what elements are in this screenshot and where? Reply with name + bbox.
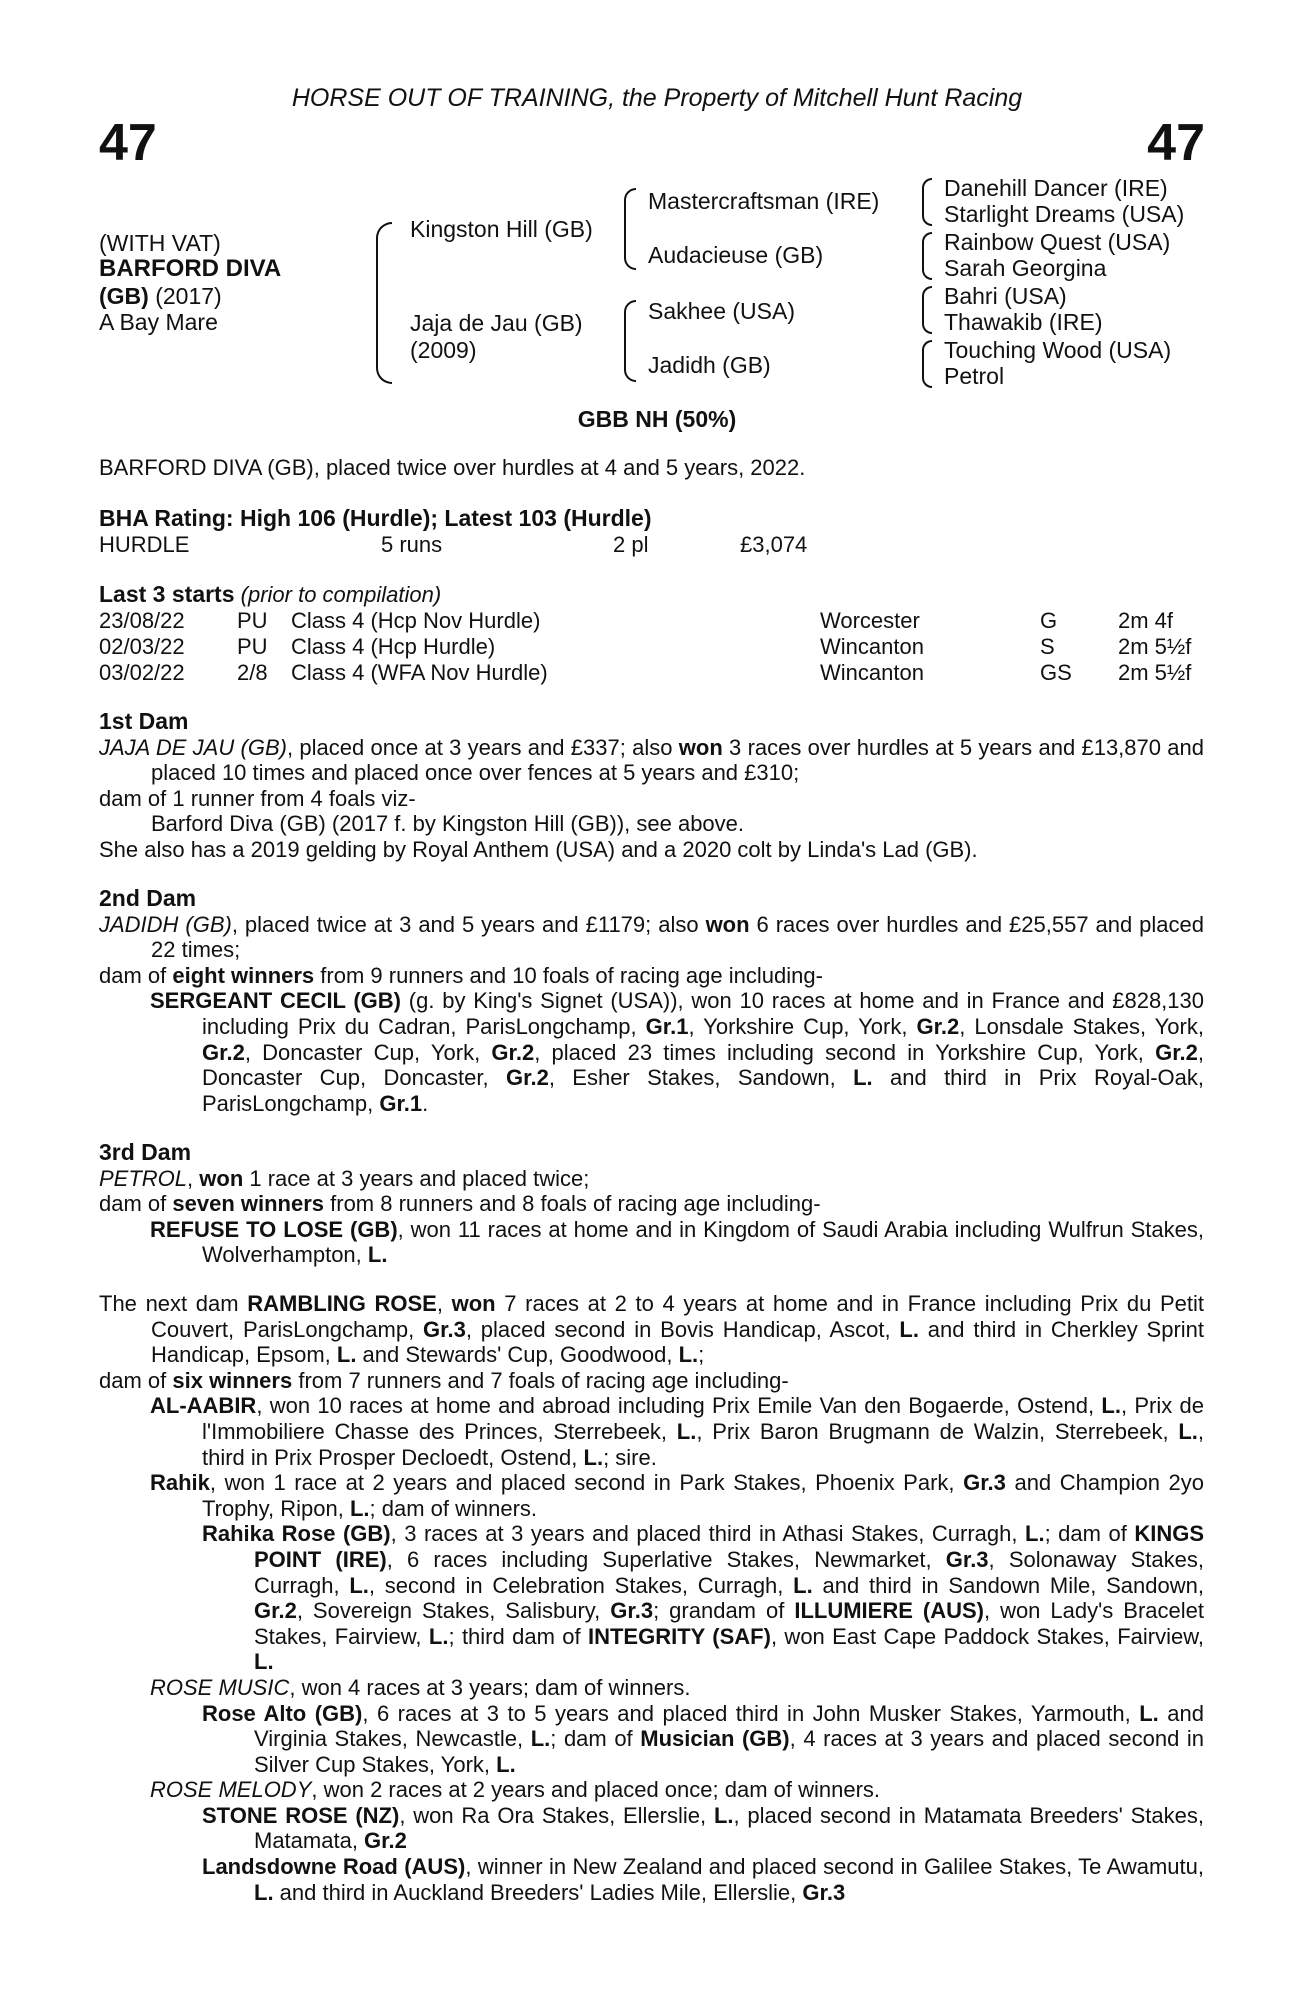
pedigree-sdd: Sarah Georgina: [944, 255, 1107, 281]
start-date: 02/03/22: [99, 634, 185, 659]
pedigree-dam: Jaja de Jau (GB): [410, 310, 583, 336]
progeny-name: AL-AABIR: [150, 1393, 257, 1419]
start-going: S: [1040, 634, 1055, 659]
start-date: 03/02/22: [99, 660, 185, 685]
start-position: PU: [237, 634, 268, 659]
second-dam-section: [99, 886, 1204, 1116]
pedigree-sire: Kingston Hill (GB): [410, 216, 593, 242]
fourth-dam-produce: dam of six winners from 7 runners and 7 foals of racing age including-: [99, 1367, 789, 1393]
vat-note: (WITH VAT): [99, 230, 221, 256]
pedigree-brace-sd: [922, 232, 932, 280]
progeny-entry: Rose Alto (GB), 6 races at 3 to 5 years and placed third in John Musker Stakes, Yarmouth, L. and Virginia Stakes, Newcastle, L.; dam of Musician (GB), 4 races at 3 years and placed second in Silver Cup Stakes, York, L.: [202, 1700, 1205, 1777]
fourth-dam-name: RAMBLING ROSE: [247, 1291, 437, 1316]
start-course: Wincanton: [820, 660, 924, 685]
fourth-dam-record: The next dam RAMBLING ROSE, won 7 races at 2 to 4 years at home and in France including Prix du Petit Couvert, ParisLongchamp, Gr.3, placed second in Bovis Handicap, Ascot, L. and third in Cherkley Sprint Handicap, Epsom, L. and Stewards' Cup, Goodwood, L.;: [99, 1291, 1205, 1368]
horse-year: (2017): [155, 283, 222, 309]
bha-rating-heading: BHA Rating: High 106 (Hurdle); Latest 103 (Hurdle): [99, 505, 652, 531]
first-dam-also: She also has a 2019 gelding by Royal Anthem (USA) and a 2020 colt by Linda's Lad (GB).: [99, 836, 978, 862]
pedigree-brace-sire: [624, 188, 636, 270]
pedigree-brace-ds: [922, 286, 932, 334]
progeny-entry: STONE ROSE (NZ), won Ra Ora Stakes, Ellerslie, L., placed second in Matamata Breeders' Stakes, Matamata, Gr.2: [202, 1802, 1204, 1854]
progeny-name: ROSE MELODY: [150, 1777, 312, 1803]
progeny-entry: REFUSE TO LOSE (GB), won 11 races at home and in Kingdom of Saudi Arabia including Wulfrun Stakes, Wolverhampton, L.: [150, 1216, 1204, 1268]
progeny-name: SERGEANT CECIL (GB): [150, 988, 402, 1014]
progeny-name: STONE ROSE (NZ): [202, 1802, 400, 1828]
progeny-name: Rahik: [150, 1470, 210, 1496]
start-course: Wincanton: [820, 634, 924, 659]
progeny-entry: ROSE MUSIC, won 4 races at 3 years; dam of winners.: [150, 1674, 691, 1700]
start-position: 2/8: [237, 660, 268, 685]
pedigree-brace-dd: [922, 340, 932, 388]
pedigree-dam-dam: Jadidh (GB): [648, 352, 771, 378]
last-starts-heading: [99, 582, 441, 608]
progeny-name: REFUSE TO LOSE (GB): [150, 1216, 398, 1242]
first-dam-heading: 1st Dam: [99, 708, 189, 734]
first-dam-section: [99, 709, 1204, 863]
progeny-entry: Rahika Rose (GB), 3 races at 3 years and placed third in Athasi Stakes, Curragh, L.; dam of KINGS POINT (IRE), 6 races including Superlative Stakes, Newmarket, Gr.3, Solonaway Stakes, Curragh, L., second in Celebration Stakes, Curragh, L. and third in Sandown Mile, Sandown, Gr.2, Sovereign Stakes, Salisbury, Gr.3; grandam of ILLUMIERE (AUS), won Lady's Bracelet Stakes, Fairview, L.; third dam of INTEGRITY (SAF), won East Cape Paddock Stakes, Fairview, L.: [202, 1521, 1205, 1675]
progeny-name: ROSE MUSIC: [150, 1674, 290, 1700]
progeny-entry: SERGEANT CECIL (GB) (g. by King's Signet (USA)), won 10 races at home and in France and £828,130 including Prix du Cadran, ParisLongchamp, Gr.1, Yorkshire Cup, York, Gr.2, Lonsdale Stakes, York, Gr.2, Doncaster Cup, York, Gr.2, placed 23 times including second in Yorkshire Cup, York, Gr.2, Doncaster Cup, Doncaster, Gr.2, Esher Stakes, Sandown, L. and third in Prix Royal-Oak, ParisLongchamp, Gr.1.: [150, 988, 1205, 1116]
second-dam-produce: dam of eight winners from 9 runners and 10 foals of racing age including-: [99, 962, 823, 988]
first-dam-record: JAJA DE JAU (GB), placed once at 3 years and £337; also won 3 races over hurdles at 5 years and £13,870 and placed 10 times and placed once over fences at 5 years and £310;: [99, 734, 1204, 786]
start-race: Class 4 (WFA Nov Hurdle): [291, 660, 548, 685]
fourth-dam-section: [99, 1291, 1204, 1905]
gbb-rating: GBB NH (50%): [577, 406, 737, 432]
start-distance: 2m 5½f: [1118, 660, 1192, 685]
horse-description: A Bay Mare: [99, 309, 218, 335]
pedigree-dam-sire: Sakhee (USA): [648, 298, 796, 324]
horse-country: (GB): [99, 283, 149, 309]
pedigree-sire-sire: Mastercraftsman (IRE): [648, 188, 880, 214]
pedigree-brace-dam: [624, 300, 636, 382]
progeny-entry: AL-AABIR, won 10 races at home and abroad including Prix Emile Van den Bogaerde, Ostend, L., Prix de l'Immobiliere Chasse des Princes, Sterrebeek, L., Prix Baron Brugmann de Walzin, Sterrebeek, L., third in Prix Prosper Decloedt, Ostend, L.; sire.: [150, 1393, 1205, 1470]
pedigree-dss: Bahri (USA): [944, 283, 1067, 309]
first-dam-name: JAJA DE JAU (GB): [99, 734, 287, 760]
pedigree-sire-dam: Audacieuse (GB): [648, 242, 824, 268]
pedigree-brace-main: [376, 222, 392, 384]
first-dam-foal: Barford Diva (GB) (2017 f. by Kingston Hill (GB)), see above.: [151, 811, 745, 837]
progeny-entry: Landsdowne Road (AUS), winner in New Zealand and placed second in Galilee Stakes, Te Awamutu, L. and third in Auckland Breeders' Ladies Mile, Ellerslie, Gr.3: [202, 1854, 1204, 1905]
pedigree-dds: Touching Wood (USA): [944, 337, 1172, 363]
third-dam-name: PETROL: [99, 1165, 188, 1191]
pedigree-sds: Rainbow Quest (USA): [944, 229, 1171, 255]
page-header: HORSE OUT OF TRAINING, the Property of Mitchell Hunt Racing: [291, 84, 1023, 112]
rating-placed: 2 pl: [613, 532, 649, 557]
pedigree-ssd: Starlight Dreams (USA): [944, 201, 1185, 227]
rating-type: HURDLE: [99, 532, 190, 557]
start-race: Class 4 (Hcp Hurdle): [291, 634, 496, 659]
progeny-entry: ROSE MELODY, won 2 races at 2 years and placed once; dam of winners.: [150, 1777, 881, 1803]
second-dam-record: JADIDH (GB), placed twice at 3 and 5 years and £1179; also won 6 races over hurdles and £25,557 and placed 22 times;: [99, 911, 1205, 963]
progeny-name: Landsdowne Road (AUS): [202, 1854, 466, 1880]
pedigree-dsd: Thawakib (IRE): [944, 309, 1103, 335]
start-course: Worcester: [820, 608, 920, 633]
pedigree-sss: Danehill Dancer (IRE): [944, 175, 1168, 201]
third-dam-record: PETROL, won 1 race at 3 years and placed twice;: [99, 1165, 590, 1191]
progeny-entry: Rahik, won 1 race at 2 years and placed second in Park Stakes, Phoenix Park, Gr.3 and Champion 2yo Trophy, Ripon, L.; dam of winners.: [150, 1470, 1205, 1521]
start-going: GS: [1040, 660, 1072, 685]
horse-summary: BARFORD DIVA (GB), placed twice over hurdles at 4 and 5 years, 2022.: [99, 455, 806, 480]
third-dam-produce: dam of seven winners from 8 runners and 8 foals of racing age including-: [99, 1191, 821, 1217]
last-starts-note: (prior to compilation): [240, 582, 442, 607]
lot-number-right: 47: [1147, 114, 1205, 172]
start-going: G: [1040, 608, 1058, 633]
first-dam-produce: dam of 1 runner from 4 foals viz-: [99, 785, 416, 811]
start-race: Class 4 (Hcp Nov Hurdle): [291, 608, 541, 633]
rating-earnings: £3,074: [740, 532, 808, 557]
progeny-name: Rahika Rose (GB): [202, 1521, 391, 1547]
second-dam-name: JADIDH (GB): [99, 911, 232, 937]
second-dam-heading: 2nd Dam: [99, 885, 197, 911]
start-distance: 2m 4f: [1118, 608, 1174, 633]
lot-number-left: 47: [99, 114, 157, 172]
last-starts-title: Last 3 starts: [99, 581, 235, 607]
pedigree-dam-year: (2009): [410, 337, 477, 363]
third-dam-heading: 3rd Dam: [99, 1139, 192, 1165]
progeny-name: Rose Alto (GB): [202, 1700, 363, 1726]
start-date: 23/08/22: [99, 608, 185, 633]
horse-name: BARFORD DIVA: [99, 255, 282, 282]
start-distance: 2m 5½f: [1118, 634, 1192, 659]
third-dam-section: [99, 1140, 1204, 1268]
rating-runs: 5 runs: [381, 532, 443, 557]
start-position: PU: [237, 608, 268, 633]
horse-origin: [99, 283, 222, 309]
pedigree-ddd: Petrol: [944, 363, 1005, 389]
pedigree-brace-ss: [922, 178, 932, 226]
